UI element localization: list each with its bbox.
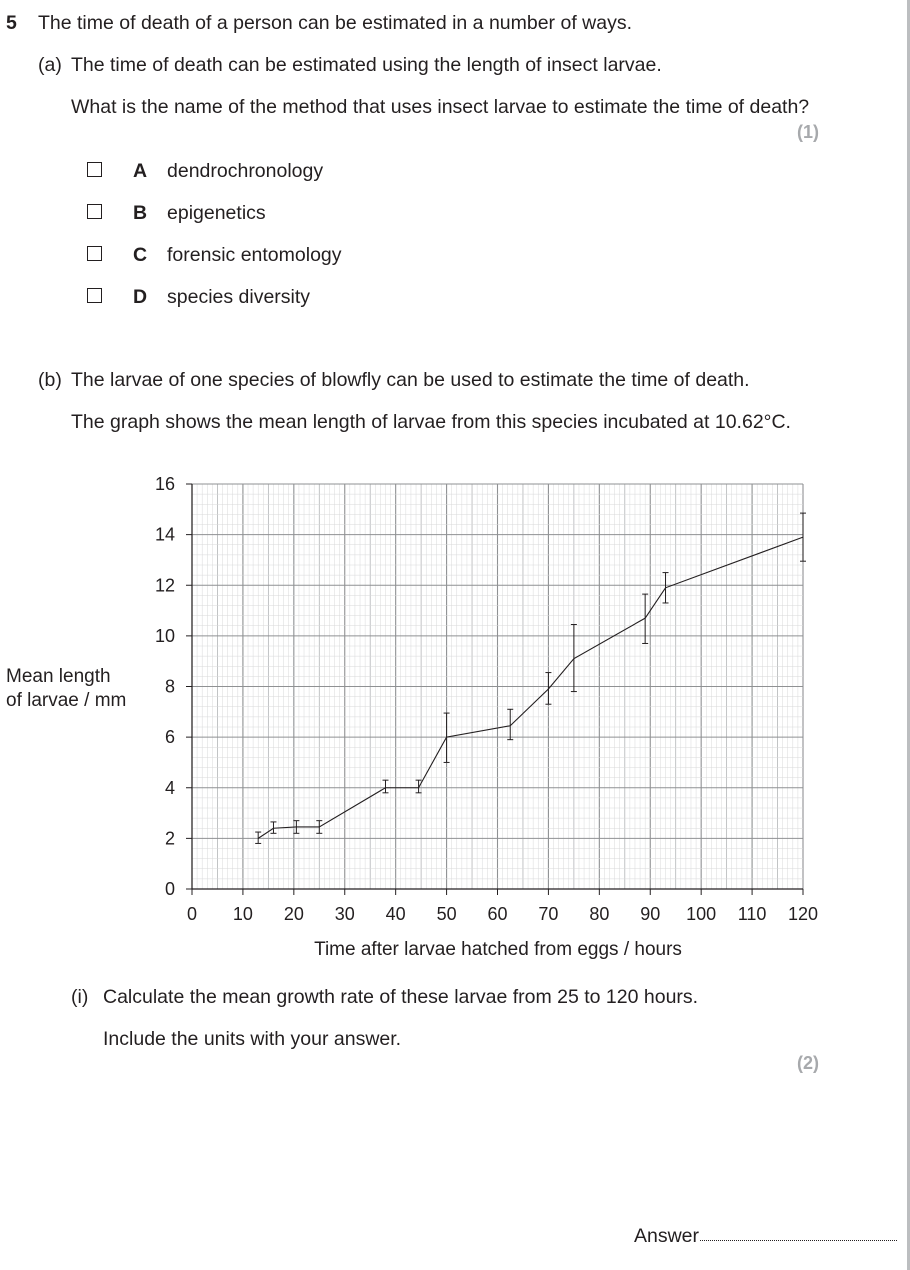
answer-label: Answer	[634, 1225, 700, 1247]
y-tick-label: 14	[154, 524, 175, 545]
part-a-prompt: What is the name of the method that uses insect larvae to estimate the time of death?	[71, 96, 810, 118]
graph-intro: The graph shows the mean length of larvae from this species incubated at 10.62°C.	[71, 411, 791, 433]
x-tick-label: 30	[334, 904, 355, 924]
y-tick-label: 8	[164, 676, 175, 697]
option-letter-c: C	[133, 244, 148, 266]
y-tick-label: 2	[164, 828, 175, 849]
option-text-b: epigenetics	[167, 202, 266, 224]
chart-series	[255, 513, 806, 843]
x-tick-label: 20	[283, 904, 304, 924]
x-tick-label: 80	[589, 904, 610, 924]
part-b-i-label: (i)	[71, 986, 89, 1008]
x-tick-label: 0	[186, 904, 198, 924]
option-text-d: species diversity	[167, 286, 311, 308]
checkbox-d[interactable]	[87, 288, 102, 303]
x-tick-label: 70	[538, 904, 559, 924]
y-tick-label: 4	[164, 777, 175, 798]
y-tick-label: 12	[154, 575, 175, 596]
answer-line[interactable]	[700, 1240, 897, 1241]
part-a-marks: (1)	[797, 122, 819, 142]
x-tick-label: 90	[640, 904, 661, 924]
part-b-i-text: Calculate the mean growth rate of these larvae from 25 to 120 hours.	[103, 986, 699, 1008]
part-b-text: The larvae of one species of blowfly can be used to estimate the time of death.	[71, 369, 750, 391]
x-tick-label: 60	[487, 904, 508, 924]
option-text-a: dendrochronology	[167, 160, 324, 182]
growth-chart	[0, 460, 910, 970]
y-axis-label-line2: of larvae / mm	[6, 690, 127, 711]
question-stem: The time of death of a person can be estimated in a number of ways.	[38, 12, 632, 34]
x-tick-label: 50	[436, 904, 457, 924]
x-tick-label: 120	[787, 904, 819, 924]
chart-ticks	[155, 474, 818, 924]
part-b-label: (b)	[38, 369, 62, 391]
option-letter-b: B	[133, 202, 148, 224]
option-text-c: forensic entomology	[167, 244, 342, 266]
x-tick-label: 110	[737, 904, 767, 924]
x-tick-label: 100	[686, 904, 717, 924]
option-letter-d: D	[133, 286, 148, 308]
x-axis-label: Time after larvae hatched from eggs / hours	[314, 939, 682, 960]
y-tick-label: 10	[154, 625, 175, 646]
checkbox-a[interactable]	[87, 162, 102, 177]
y-tick-label: 6	[164, 727, 175, 748]
part-a-text: The time of death can be estimated using the length of insect larvae.	[71, 54, 662, 76]
x-tick-label: 10	[232, 904, 253, 924]
option-letter-a: A	[133, 160, 148, 182]
checkbox-b[interactable]	[87, 204, 102, 219]
y-tick-label: 16	[154, 474, 175, 494]
part-b-i-marks: (2)	[797, 1053, 819, 1073]
checkbox-c[interactable]	[87, 246, 102, 261]
part-b-i-instruction: Include the units with your answer.	[103, 1028, 402, 1050]
series-line	[258, 537, 803, 838]
question-number: 5	[6, 12, 17, 34]
chart-grid	[192, 484, 803, 889]
y-tick-label: 0	[164, 879, 175, 899]
part-a-label: (a)	[38, 54, 62, 76]
x-tick-label: 40	[385, 904, 406, 924]
y-axis-label-line1: Mean length	[6, 666, 111, 687]
